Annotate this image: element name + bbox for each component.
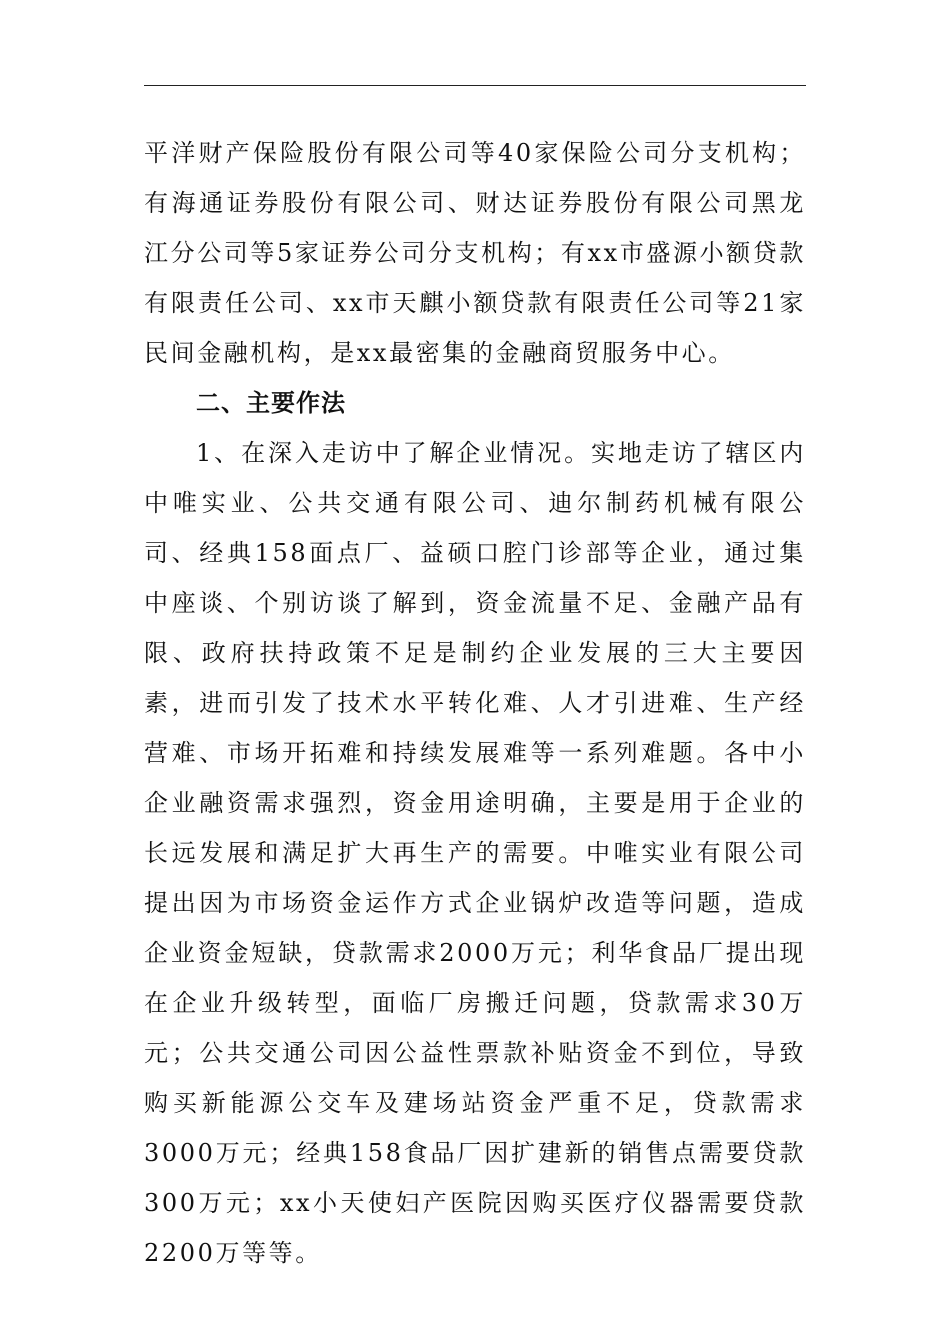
- paragraph-1: 1、在深入走访中了解企业情况。实地走访了辖区内中唯实业、公共交通有限公司、迪尔制药机械有限公司、经典158面点厂、益硕口腔门诊部等企业，通过集中座谈、个别访谈了解到，资金流量不足、金融产品有限、政府扶持政策不足是制约企业发展的三大主要因素，进而引发了技术水平转化难、人才引进难、生产经营难、市场开拓难和持续发展难等一系列难题。各中小企业融资需求强烈，资金用途明确，主要是用于企业的长远发展和满足扩大再生产的需要。中唯实业有限公司提出因为市场资金运作方式企业锅炉改造等问题，造成企业资金短缺，贷款需求2000万元；利华食品厂提出现在企业升级转型，面临厂房搬迁问题，贷款需求30万元；公共交通公司因公益性票款补贴资金不到位，导致购买新能源公交车及建场站资金严重不足，贷款需求3000万元；经典158食品厂因扩建新的销售点需要贷款300万元；xx小天使妇产医院因购买医疗仪器需要贷款2200万等等。: [144, 439, 806, 1267]
- document-body: [144, 128, 806, 1278]
- intro-paragraph: 平洋财产保险股份有限公司等40家保险公司分支机构；有海通证券股份有限公司、财达证券股份有限公司黑龙江分公司等5家证券公司分支机构；有xx市盛源小额贷款有限责任公司、xx市天麒小额贷款有限责任公司等21家民间金融机构，是xx最密集的金融商贸服务中心。: [144, 139, 806, 367]
- header-rule: [144, 85, 806, 86]
- section-heading: 二、主要作法: [196, 389, 346, 417]
